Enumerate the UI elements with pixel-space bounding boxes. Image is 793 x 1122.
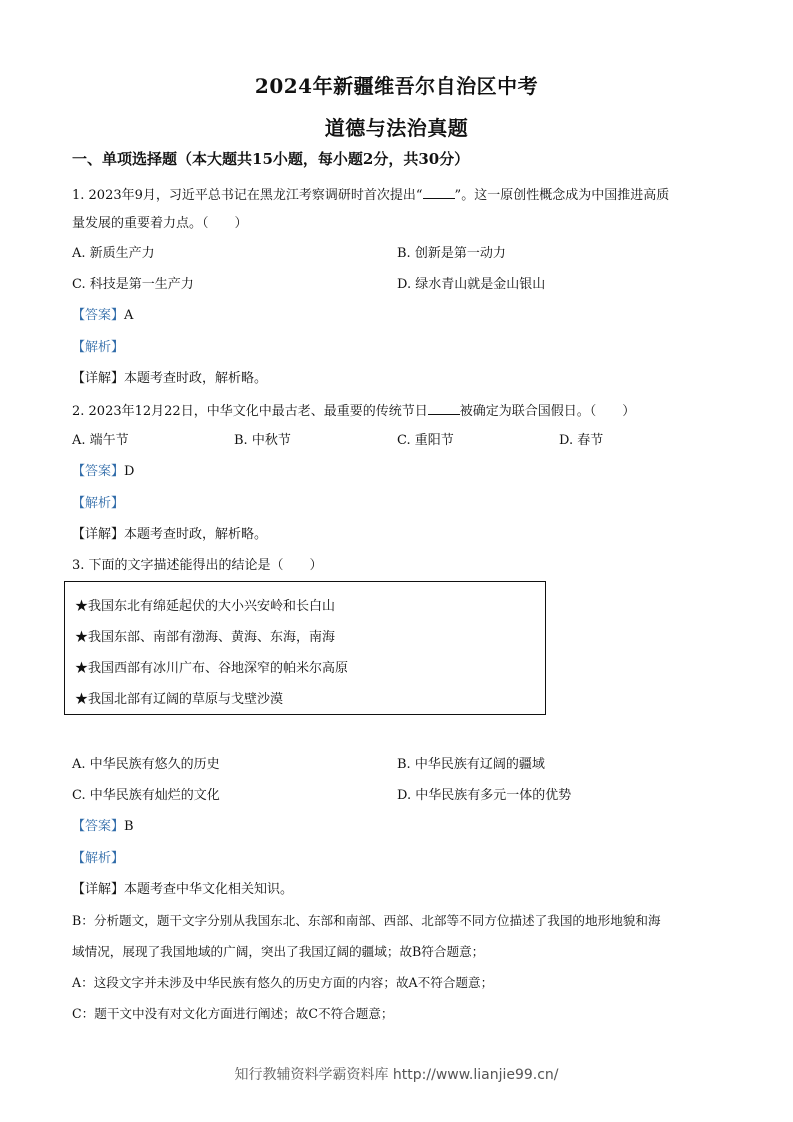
explanation-line: B：分析题文，题干文字分别从我国东北、东部和南部、西部、北部等不同方位描述了我国的地形地貌和海 [72,913,661,928]
question-2-stem: 2. 2023年12月22日，中华文化中最古老、最重要的传统节日 被确定为联合国假日。（ ） [72,404,636,419]
page-title: 2024年新疆维吾尔自治区中考 [254,74,539,98]
material-line: ★我国北部有辽阔的草原与戈壁沙漠 [75,692,284,707]
question-3-stem: 3. 下面的文字描述能得出的结论是（ ） [72,558,323,573]
answer-blank [423,186,455,199]
question-2-option-d: D. 春节 [559,433,604,448]
explanation-line: A：这段文字并未涉及中华民族有悠久的历史方面的内容；故A不符合题意； [72,975,494,990]
question-3-option-b: B. 中华民族有辽阔的疆域 [397,757,545,772]
question-1-detail: 【详解】本题考查时政，解析略。 [72,371,268,386]
answer-tag: 【答案】 [72,308,125,323]
question-2-analysis-tag: 【解析】 [72,496,125,511]
material-line: ★我国东北有绵延起伏的大小兴安岭和长白山 [75,599,336,614]
question-2-detail: 【详解】本题考查时政，解析略。 [72,527,268,542]
footer-watermark: 知行教辅资料学霸资料库 http://www.lianjie99.cn/ [234,1067,559,1083]
answer-blank [428,402,460,415]
question-3-option-c: C. 中华民族有灿烂的文化 [72,788,220,803]
question-3-analysis-tag: 【解析】 [72,851,125,866]
question-1-option-d: D. 绿水青山就是金山银山 [397,277,546,292]
question-2-option-c: C. 重阳节 [397,433,454,448]
question-1-answer: 【答案】A [72,308,134,323]
explanation-line: 域情况，展现了我国地域的广阔，突出了我国辽阔的疆域；故B符合题意； [72,944,485,959]
question-2-answer: 【答案】D [72,464,135,479]
material-line: ★我国西部有冰川广布、谷地深窄的帕米尔高原 [75,661,349,676]
question-3-option-d: D. 中华民族有多元一体的优势 [397,788,572,803]
question-2-option-a: A. 端午节 [72,433,129,448]
question-1-option-b: B. 创新是第一动力 [397,246,506,261]
material-line: ★我国东部、南部有渤海、黄海、东海，南海 [75,630,336,645]
explanation-line: C：题干文中没有对文化方面进行阐述；故C不符合题意； [72,1006,394,1021]
question-2-option-b: B. 中秋节 [234,433,291,448]
question-1-option-c: C. 科技是第一生产力 [72,277,194,292]
question-3-option-a: A. 中华民族有悠久的历史 [72,757,220,772]
question-1-option-a: A. 新质生产力 [72,246,155,261]
question-1-analysis-tag: 【解析】 [72,340,125,355]
question-3-detail: 【详解】本题考查中华文化相关知识。 [72,882,294,897]
answer-tag: 【答案】 [72,819,125,834]
question-1-stem: 1. 2023年9月，习近平总书记在黑龙江考察调研时首次提出“ ”。这一原创性概念成为中国推进高质 [72,188,670,203]
page-subtitle: 道德与法治真题 [324,116,469,140]
answer-tag: 【答案】 [72,464,125,479]
section-heading: 一、单项选择题（本大题共15小题，每小题2分，共30分） [72,150,470,168]
question-3-material-box [64,581,546,715]
question-1-stem-line2: 量发展的重要着力点。（ ） [72,216,248,231]
question-3-answer: 【答案】B [72,819,134,834]
